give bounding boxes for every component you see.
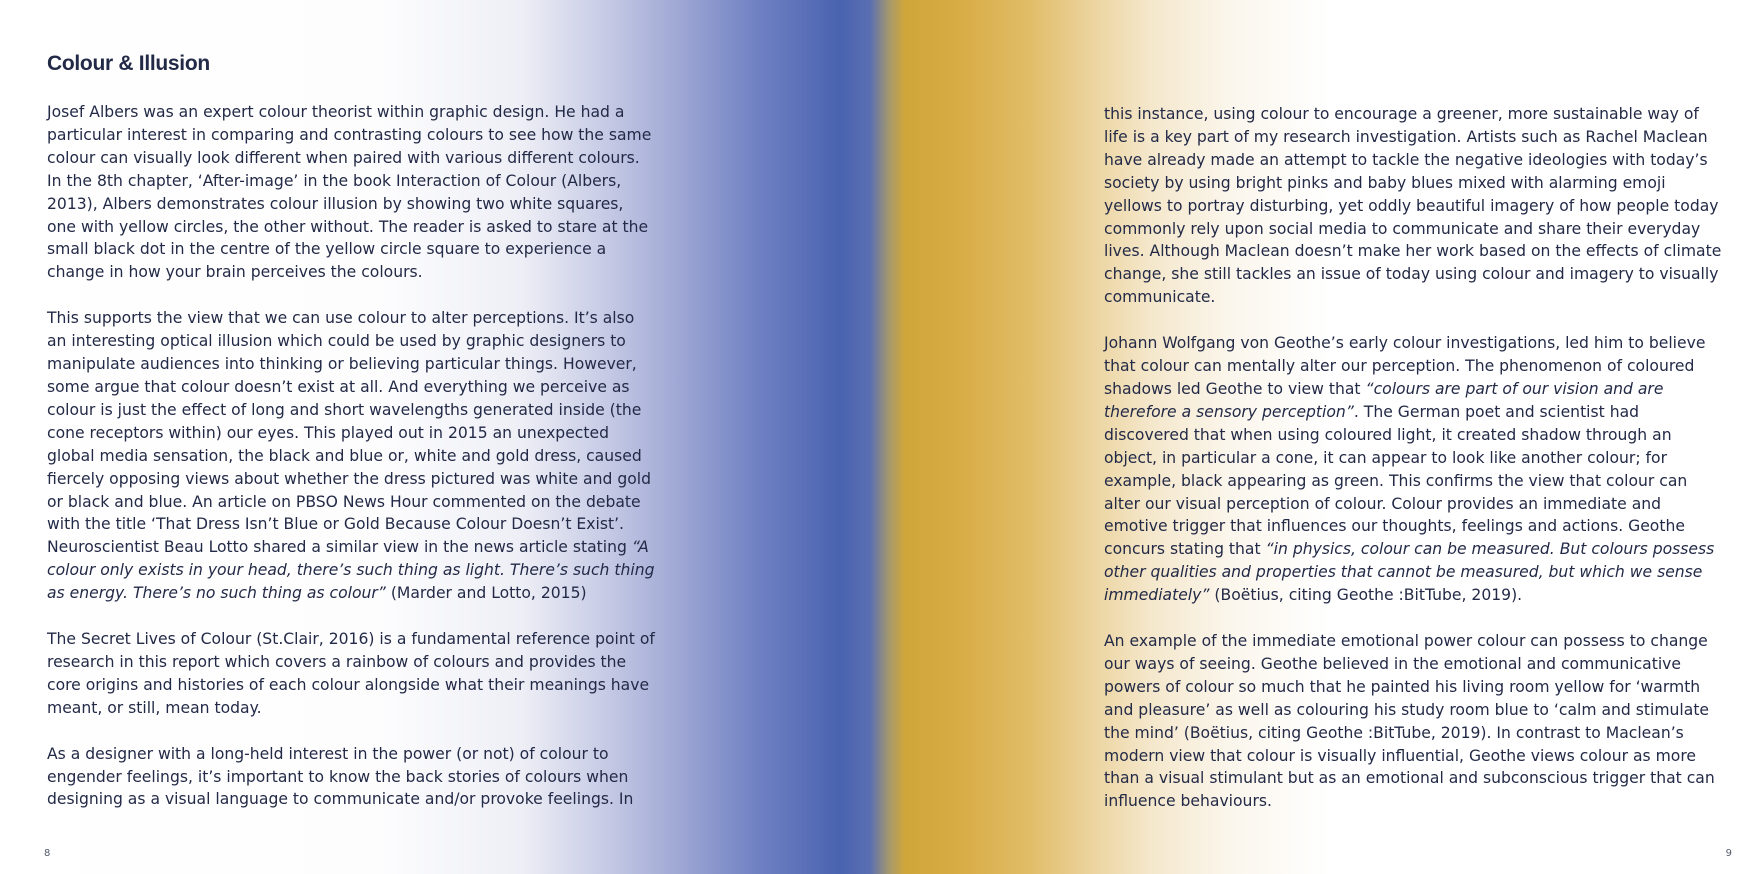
page-title: Colour & Illusion: [47, 52, 210, 75]
left-text-column: [47, 101, 657, 834]
paragraph-geothe: [1104, 332, 1724, 607]
paragraph-albers: Josef Albers was an expert colour theorist within graphic design. He had a particular interest in comparing and contrasting colours to see how the same colour can visually look different when paired with various different colours. In the 8th chapter, ‘After-image’ in the book Interaction of Colour (Albers, 2013), Albers demonstrates colour illusion by showing two white squares, one with yellow circles, the other without. The reader is asked to stare at the small black dot in the centre of the yellow circle square to experience a change in how your brain perceives the colours.: [47, 103, 652, 282]
citation: (Marder and Lotto, 2015): [385, 584, 587, 603]
geothe-quote-sensory: “colours are part of our vision and are therefore a sensory perception”: [1104, 379, 1664, 421]
page-number-right: 9: [1725, 848, 1732, 859]
paragraph-text: . The German poet and scientist had discovered that when using coloured light, it created shadow through an object, in particular a cone, it can appear to look like another colour; for example, black appearing as green. This confirms the view that colour can alter our visual perception of colour. Colour provides an immediate and emotive trigger that influences our thoughts, feelings and actions. Geothe concurs stating that: [1104, 402, 1688, 559]
paragraph-text: This supports the view that we can use colour to alter perceptions. It’s also an interesting optical illusion which could be used by graphic designers to manipulate audiences into thinking or believing particular things. However, some argue that colour doesn’t exist at all. And everything we perceive as colour is just the effect of long and short wavelengths generated inside (the cone receptors within) our eyes. This played out in 2015 an unexpected global media sensation, the black and blue or, white and gold dress, caused fiercely opposing views about whether the dress pictured was white and gold or black and blue. An article on PBSO News Hour commented on the debate with the title ‘That Dress Isn’t Blue or Gold Because Colour Doesn’t Exist’. Neuroscientist Beau Lotto shared a similar view in the news article stating: [47, 309, 651, 557]
geothe-quote-physics: “in physics, colour can be measured. But colours possess other qualities and properties that cannot be measured, but which we sense immediately”: [1104, 540, 1715, 605]
citation: (Boëtius, citing Geothe :BitTube, 2019).: [1209, 586, 1523, 605]
paragraph-perception: [47, 307, 657, 605]
lotto-quote: “A colour only exists in your head, there’s such thing as light. There’s such thing as energy. There’s no such thing as colour”: [47, 538, 655, 603]
paragraph-designer: As a designer with a long-held interest in the power (or not) of colour to engender feelings, it’s important to know the back stories of colours when designing as a visual language to communicate and/or provoke feelings. In: [47, 744, 634, 809]
paragraph-text: Johann Wolfgang von Geothe’s early colour investigations, led him to believe that colour can mentally alter our perception. The phenomenon of coloured shadows led Geothe to view that: [1104, 334, 1706, 398]
right-text-column: [1104, 103, 1724, 836]
paragraph-maclean: this instance, using colour to encourage a greener, more sustainable way of life is a key part of my research investigation. Artists such as Rachel Maclean have already made an attempt to tackle the negative ideologies with today’s society by using bright pinks and baby blues mixed with alarming emoji yellows to portray disturbing, yet oddly beautiful imagery of how people today commonly rely upon social media to communicate and share their everyday lives. Although Maclean doesn’t make her work based on the effects of climate change, she still tackles an issue of today using colour and imagery to visually communicate.: [1104, 105, 1722, 307]
paragraph-emotional-power: An example of the immediate emotional power colour can possess to change our ways of seeing. Geothe believed in the emotional and communicative powers of colour so much that he painted his living room yellow for ‘warmth and pleasure’ as well as colouring his study room blue to ‘calm and stimulate the mind’ (Boëtius, citing Geothe :BitTube, 2019). In contrast to Maclean’s modern view that colour is visually influential, Geothe views colour as more than a visual stimulant but as an emotional and subconscious trigger that can influence behaviours.: [1104, 632, 1715, 811]
paragraph-secret-lives: The Secret Lives of Colour (St.Clair, 2016) is a fundamental reference point of research in this report which covers a rainbow of colours and provides the core origins and histories of each colour alongside what their meanings have meant, or still, mean today.: [47, 630, 655, 717]
right-page: [874, 0, 1748, 874]
page-number-left: 8: [44, 848, 51, 859]
